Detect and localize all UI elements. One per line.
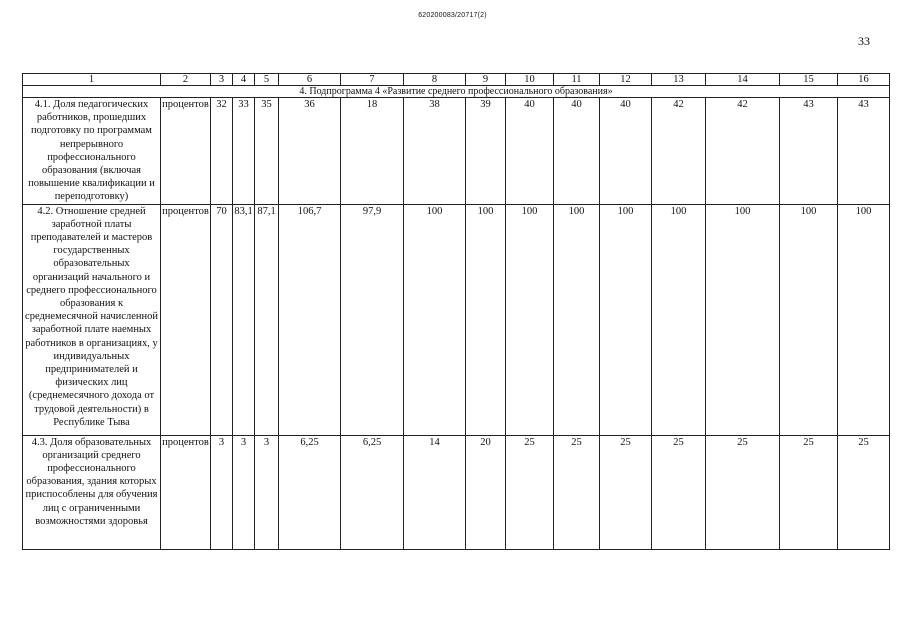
- table-row: [23, 435, 890, 549]
- value-cell: 87,1: [255, 204, 279, 435]
- column-header: 5: [255, 74, 279, 86]
- value-cell: 3: [255, 435, 279, 549]
- value-cell: 25: [706, 435, 780, 549]
- page-number: 33: [858, 34, 870, 48]
- column-header: 9: [466, 74, 506, 86]
- value-cell: 6,25: [279, 435, 341, 549]
- value-cell: 25: [600, 435, 652, 549]
- column-header: 16: [838, 74, 890, 86]
- value-cell: 25: [554, 435, 600, 549]
- value-cell: 70: [211, 204, 233, 435]
- value-cell: 42: [706, 98, 780, 205]
- column-header: 15: [780, 74, 838, 86]
- value-cell: 3: [233, 435, 255, 549]
- value-cell: 36: [279, 98, 341, 205]
- value-cell: 33: [233, 98, 255, 205]
- indicator-unit: процентов: [161, 204, 211, 435]
- value-cell: 100: [838, 204, 890, 435]
- column-header: 13: [652, 74, 706, 86]
- value-cell: 3: [211, 435, 233, 549]
- value-cell: 25: [506, 435, 554, 549]
- column-header: 12: [600, 74, 652, 86]
- value-cell: 18: [341, 98, 404, 205]
- column-header: 3: [211, 74, 233, 86]
- table-row: [23, 98, 890, 205]
- value-cell: 32: [211, 98, 233, 205]
- section-row: [23, 86, 890, 98]
- column-header: 2: [161, 74, 211, 86]
- indicators-table: [22, 73, 890, 550]
- value-cell: 39: [466, 98, 506, 205]
- value-cell: 97,9: [341, 204, 404, 435]
- indicator-unit: процентов: [161, 435, 211, 549]
- value-cell: 100: [554, 204, 600, 435]
- table-row: [23, 204, 890, 435]
- column-header: 14: [706, 74, 780, 86]
- value-cell: 40: [506, 98, 554, 205]
- indicator-name: 4.1. Доля педагогических работников, прошедших подготовку по программам непрерывного профессионального образования (включая повышение квалификации и переподготовку): [23, 98, 161, 205]
- column-header: 7: [341, 74, 404, 86]
- column-header: 6: [279, 74, 341, 86]
- column-numbers-row: [23, 74, 890, 86]
- value-cell: 25: [780, 435, 838, 549]
- value-cell: 42: [652, 98, 706, 205]
- value-cell: 100: [404, 204, 466, 435]
- value-cell: 38: [404, 98, 466, 205]
- value-cell: 25: [838, 435, 890, 549]
- indicator-unit: процентов: [161, 98, 211, 205]
- value-cell: 100: [780, 204, 838, 435]
- value-cell: 43: [838, 98, 890, 205]
- column-header: 1: [23, 74, 161, 86]
- value-cell: 35: [255, 98, 279, 205]
- indicator-name: 4.2. Отношение средней заработной платы преподавателей и мастеров государственных образовательных организаций начального и среднего профессионального образования к среднемесячной начисленной заработной плате наемных работников в организациях, у индивидуальных предпринимателей и физических лиц (среднемесячного дохода от трудовой деятельности) в Республике Тыва: [23, 204, 161, 435]
- value-cell: 100: [706, 204, 780, 435]
- indicator-name: 4.3. Доля образовательных организаций среднего профессионального образования, здания которых приспособлены для обучения лиц с ограниченными возможностями здоровья: [23, 435, 161, 549]
- column-header: 10: [506, 74, 554, 86]
- value-cell: 43: [780, 98, 838, 205]
- document-id: 620200083/20717(2): [418, 12, 487, 19]
- value-cell: 100: [466, 204, 506, 435]
- value-cell: 25: [652, 435, 706, 549]
- value-cell: 14: [404, 435, 466, 549]
- value-cell: 100: [506, 204, 554, 435]
- value-cell: 100: [652, 204, 706, 435]
- value-cell: 40: [554, 98, 600, 205]
- section-title: 4. Подпрограмма 4 «Развитие среднего профессионального образования»: [23, 86, 890, 98]
- value-cell: 6,25: [341, 435, 404, 549]
- column-header: 4: [233, 74, 255, 86]
- value-cell: 20: [466, 435, 506, 549]
- column-header: 11: [554, 74, 600, 86]
- value-cell: 106,7: [279, 204, 341, 435]
- column-header: 8: [404, 74, 466, 86]
- value-cell: 40: [600, 98, 652, 205]
- value-cell: 83,1: [233, 204, 255, 435]
- value-cell: 100: [600, 204, 652, 435]
